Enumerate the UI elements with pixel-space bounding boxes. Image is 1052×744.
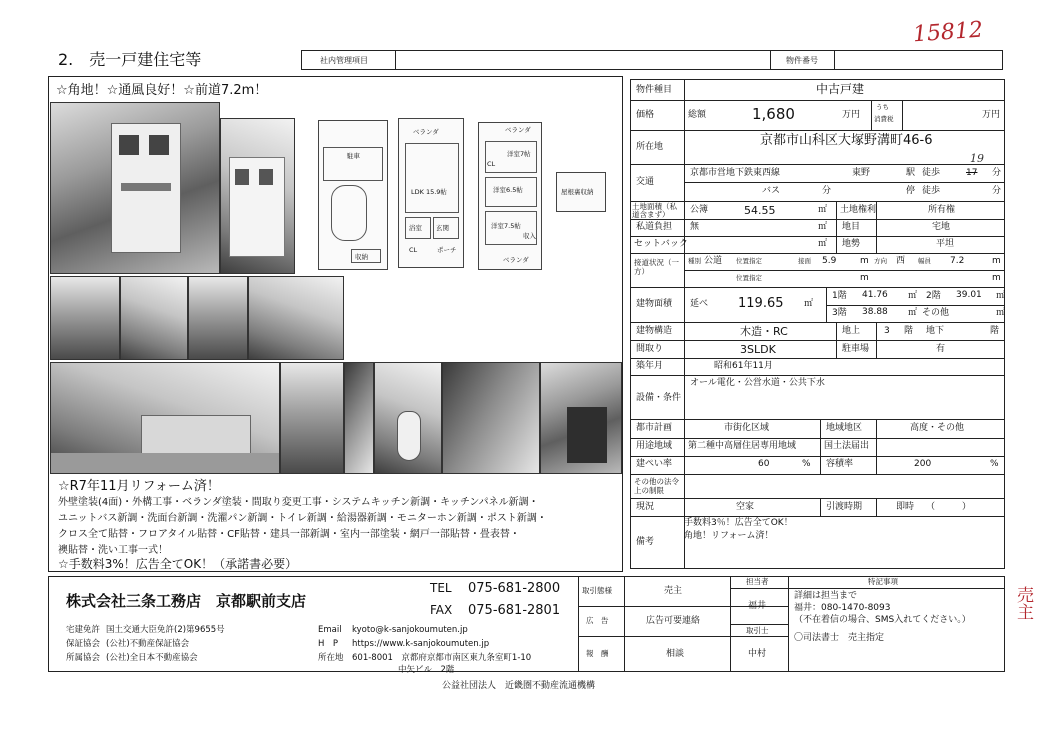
road-dir: 西 [896, 256, 906, 266]
remarks-2: 角地！リフォーム済！ [684, 531, 774, 541]
sqm-f3: ㎡ [908, 308, 918, 318]
torihikishi-value: 中村 [748, 649, 767, 659]
tel-value: 075-681-2800 [468, 581, 561, 596]
bus-stop: 停 [906, 186, 916, 196]
tokki-label: 特記事項 [868, 577, 898, 586]
floorplan-1f [318, 120, 388, 270]
above-label: 地上 [842, 326, 861, 336]
torihiki-label: 取引態様 [582, 586, 612, 595]
kitchen-photo [50, 362, 280, 474]
fp-label-porch: ポーチ [437, 246, 457, 254]
city-plan-value: 市街化区域 [724, 423, 770, 433]
chimoku: 宅地 [932, 222, 951, 232]
tokki-3: （不在着信の場合、SMS入れてください。） [794, 615, 971, 625]
remarks-1: 手数料3％！広告全てOK！ [684, 518, 793, 528]
status-label: 現況 [636, 502, 655, 512]
fp-label-balcony: ベランダ [413, 128, 439, 136]
addr-value: 601-8001 京都府京都市南区東九条室町1-10 [352, 653, 532, 663]
walk-hand: 19 [970, 152, 984, 165]
email-label: Email [318, 625, 342, 635]
reform-line-3: クロス全て貼替・フロアタイル貼替・CF貼替・建具一部新調・室内一部塗装・網戸一部貼替・畳表替・ [58, 529, 520, 540]
road-pos-label: 位置指定 [736, 257, 762, 265]
handover-paren: （ ） [926, 502, 972, 512]
walk-label: 徒歩 [922, 168, 941, 178]
price-value: 1,680 [752, 105, 795, 123]
use-value: 第二種中高層住居専用地域 [688, 441, 797, 451]
org-name: 公益社団法人 近畿圏不動産流通機構 [442, 681, 596, 691]
company-name: 株式会社三条工務店 京都駅前支店 [66, 592, 307, 610]
floorplan-roof [556, 172, 606, 212]
fax-label: FAX [430, 603, 453, 617]
fp-label-entrance: 玄関 [436, 224, 449, 232]
structure-label: 建物構造 [636, 326, 673, 336]
interior-photo-4 [248, 276, 344, 360]
reform-line-4: 襖貼替・洗い工事一式！ [58, 545, 168, 556]
fp-label-storage3: 収入 [523, 232, 536, 240]
property-number-label: 物件番号 [786, 56, 818, 65]
assoc-label: 所属協会 [66, 653, 101, 663]
road-unit-4: m [992, 273, 1001, 283]
district-value: 高度・その他 [910, 423, 965, 433]
guarantee-value: (公社)不動産保証協会 [106, 639, 190, 649]
walk-struck: 17 [966, 168, 978, 178]
floorplan-2f [398, 118, 464, 268]
fp-label-cl: CL [409, 246, 418, 254]
fp-label-storage: 収納 [355, 253, 368, 261]
below-label: 地下 [926, 326, 945, 336]
tax-label-1: うち [876, 103, 889, 111]
interior-photo-2 [120, 276, 188, 360]
road-dir-label: 方向 [874, 257, 887, 265]
handover-value: 即時 [896, 502, 915, 512]
building-sqm: ㎡ [804, 299, 814, 309]
bus-label: バス [762, 186, 781, 196]
handwritten-code: 15812 [912, 17, 984, 48]
far-value: 200 [914, 459, 932, 469]
fax-value: 075-681-2801 [468, 603, 561, 618]
setback-sqm: ㎡ [818, 239, 828, 249]
nobe-label: 延べ [690, 299, 709, 309]
sqm-other: ㎡ [996, 308, 1006, 318]
guarantee-label: 保証協会 [66, 639, 101, 649]
bathroom-photo [280, 362, 344, 474]
koukoku-label: 広 告 [586, 616, 609, 625]
total-label: 総額 [688, 110, 707, 120]
tax-unit: 万円 [982, 110, 1001, 120]
f1-area: 41.76 [862, 290, 888, 300]
garage-photo [540, 362, 622, 474]
email-value: kyoto@k-sanjokoumuten.jp [352, 625, 468, 635]
land-sqm: ㎡ [818, 205, 828, 215]
tokki-1: 詳細は担当まで [794, 591, 858, 601]
equip-label: 設備・条件 [636, 393, 682, 403]
header-table [301, 50, 1003, 70]
address-value: 京都市山科区大塚野溝町46-6 [760, 133, 933, 148]
built-label: 築年月 [636, 361, 664, 371]
road-label: 接道状況（一方） [634, 258, 679, 276]
interior-photo-3 [188, 276, 248, 360]
exterior-photo-1 [50, 102, 220, 274]
building-area: 119.65 [738, 296, 784, 311]
houshu-label: 報 酬 [586, 649, 609, 658]
chimoku-label: 地目 [842, 222, 861, 232]
internal-item-label: 社内管理項目 [320, 56, 368, 65]
road-width-unit: m [992, 256, 1001, 266]
price-unit: 万円 [842, 110, 861, 120]
layout-value: 3SLDK [740, 343, 776, 356]
land-area: 54.55 [744, 204, 776, 217]
building-label: 建物面積 [636, 299, 673, 309]
washroom-photo [344, 362, 374, 474]
fp-label-w3: 洋室7.5帖 [491, 222, 521, 230]
commission-line: ☆手数料3%！広告全てOK！（承諾書必要） [58, 557, 298, 571]
below-suffix: 階 [990, 326, 1000, 336]
houshu-value: 相談 [666, 649, 685, 659]
handwritten-seller: 売主 [1013, 586, 1033, 620]
headline: ☆角地！☆通風良好！☆前道7.2m！ [56, 83, 268, 98]
district-label: 地域地区 [826, 423, 863, 433]
built-value: 昭和61年11月 [714, 361, 773, 371]
road-face-label: 接面 [798, 257, 811, 265]
license-value: 国土交通大臣免許(2)第9655号 [106, 625, 225, 635]
address-label: 所在地 [636, 142, 664, 152]
remarks-label: 備考 [636, 537, 655, 547]
station-name: 東野 [852, 168, 871, 178]
bcr-label: 建ぺい率 [636, 459, 673, 469]
page-title: 2. 売一戸建住宅等 [58, 50, 202, 69]
road-unit-3: m [860, 273, 869, 283]
f3-label: 3階 [832, 308, 847, 318]
tel-label: TEL [430, 581, 452, 595]
exterior-photo-2 [220, 118, 295, 274]
handover-label: 引渡時期 [826, 502, 863, 512]
price-label: 価格 [636, 110, 655, 120]
addr-value-2: 中矢ビル 2階 [398, 665, 455, 675]
above-value: 3 [884, 326, 890, 336]
private-road-label: 私道負担 [636, 222, 673, 232]
setback-label: セットバック [634, 239, 688, 249]
fp-label-garage: 駐車 [347, 152, 360, 160]
sqm-f1: ㎡ [908, 291, 918, 301]
f1-label: 1階 [832, 291, 847, 301]
tokki-2: 福井：080-1470-8093 [794, 603, 891, 613]
other-label: その他 [922, 308, 950, 318]
other-limit-label: その他の法令上の制限 [634, 477, 679, 495]
addr-label: 所在地 [318, 653, 344, 663]
road-face: 5.9 [822, 256, 837, 266]
reform-line-1: 外壁塗装(4面)・外構工事・ベランダ塗装・間取り変更工事・システムキッチン新調・キッチンパネル新調・ [58, 497, 539, 508]
road-pos-label-2: 位置指定 [736, 274, 762, 282]
road-face-unit: m [860, 256, 869, 266]
parking-value: 有 [936, 344, 946, 354]
floorplan-3f [478, 122, 542, 270]
traffic-label: 交通 [636, 177, 655, 187]
torihiki-value: 売主 [664, 586, 683, 596]
station-suffix: 駅 [906, 168, 916, 178]
sqm-f2: ㎡ [996, 291, 1006, 301]
hp-value: https://www.k-sanjokoumuten.jp [352, 639, 490, 649]
fp-label-balcony4: ベランダ [503, 256, 529, 264]
fp-label-roof: 屋根裏収納 [561, 188, 594, 196]
koukoku-value: 広告可要連絡 [646, 616, 701, 626]
city-plan-label: 都市計画 [636, 423, 673, 433]
private-road-sqm: ㎡ [818, 222, 828, 232]
kind-label: 物件種目 [636, 85, 673, 95]
equip-value: オール電化・公営水道・公共下水 [690, 378, 825, 388]
land-label: 土地面積（私道含まず） [632, 202, 677, 220]
far-label: 容積率 [826, 459, 854, 469]
tax-label-2: 消費税 [874, 115, 894, 123]
parking-label: 駐車場 [842, 344, 870, 354]
spec-table [630, 79, 1005, 569]
torihikishi-label: 取引士 [746, 626, 769, 635]
fp-label-w1: 洋室7帖 [507, 150, 531, 158]
land-right: 所有権 [928, 205, 956, 215]
walk-min-2: 分 [992, 186, 1002, 196]
f3-area: 38.88 [862, 307, 888, 317]
notice-label: 国土法届出 [824, 441, 870, 451]
road-kind: 公道 [704, 256, 723, 266]
hp-label: H P [318, 639, 339, 649]
reform-title: ☆R7年11月リフォーム済！ [58, 479, 220, 494]
status-value: 空家 [736, 502, 755, 512]
fp-label-bath: 浴室 [409, 224, 422, 232]
walk-label-2: 徒歩 [922, 186, 941, 196]
above-suffix: 階 [904, 326, 914, 336]
tanto-label: 担当者 [746, 577, 769, 586]
toilet-photo [374, 362, 442, 474]
train-line: 京都市営地下鉄東西線 [690, 168, 781, 178]
fp-label-w2: 洋室6.5帖 [493, 186, 523, 194]
license-label: 宅建免許 [66, 625, 101, 635]
use-label: 用途地域 [636, 441, 673, 451]
road-kind-label: 種別 [688, 257, 701, 265]
walk-min: 分 [992, 168, 1002, 178]
fp-label-cl3: CL [487, 160, 496, 168]
bcr-pct: % [802, 459, 811, 469]
tanto-value: 福井 [748, 601, 767, 611]
land-right-label: 土地権利 [840, 205, 877, 215]
fp-label-balcony3: ベランダ [505, 126, 531, 134]
structure: 木造・RC [740, 325, 788, 338]
hallway-photo [442, 362, 540, 474]
fp-label-ldk: LDK 15.9帖 [411, 188, 447, 196]
reform-line-2: ユニットバス新調・洗面台新調・洗濯パン新調・トイレ新調・給湯器新調・モニターホン新調・ポスト新調・ [58, 513, 547, 524]
road-width: 7.2 [950, 256, 965, 266]
terrain-label: 地勢 [842, 239, 861, 249]
bus-min: 分 [822, 186, 832, 196]
layout-label: 間取り [636, 344, 664, 354]
f2-area: 39.01 [956, 290, 982, 300]
f2-label: 2階 [926, 291, 941, 301]
far-pct: % [990, 459, 999, 469]
kind-value: 中古戸建 [816, 82, 865, 96]
land-type: 公簿 [690, 205, 709, 215]
road-width-label: 幅員 [918, 257, 931, 265]
terrain: 平坦 [936, 239, 955, 249]
interior-photo-1 [50, 276, 120, 360]
bcr-value: 60 [758, 459, 770, 469]
private-road: 無 [690, 222, 700, 232]
tokki-4: 〇司法書士 売主指定 [794, 633, 885, 643]
assoc-value: (公社)全日本不動産協会 [106, 653, 198, 663]
